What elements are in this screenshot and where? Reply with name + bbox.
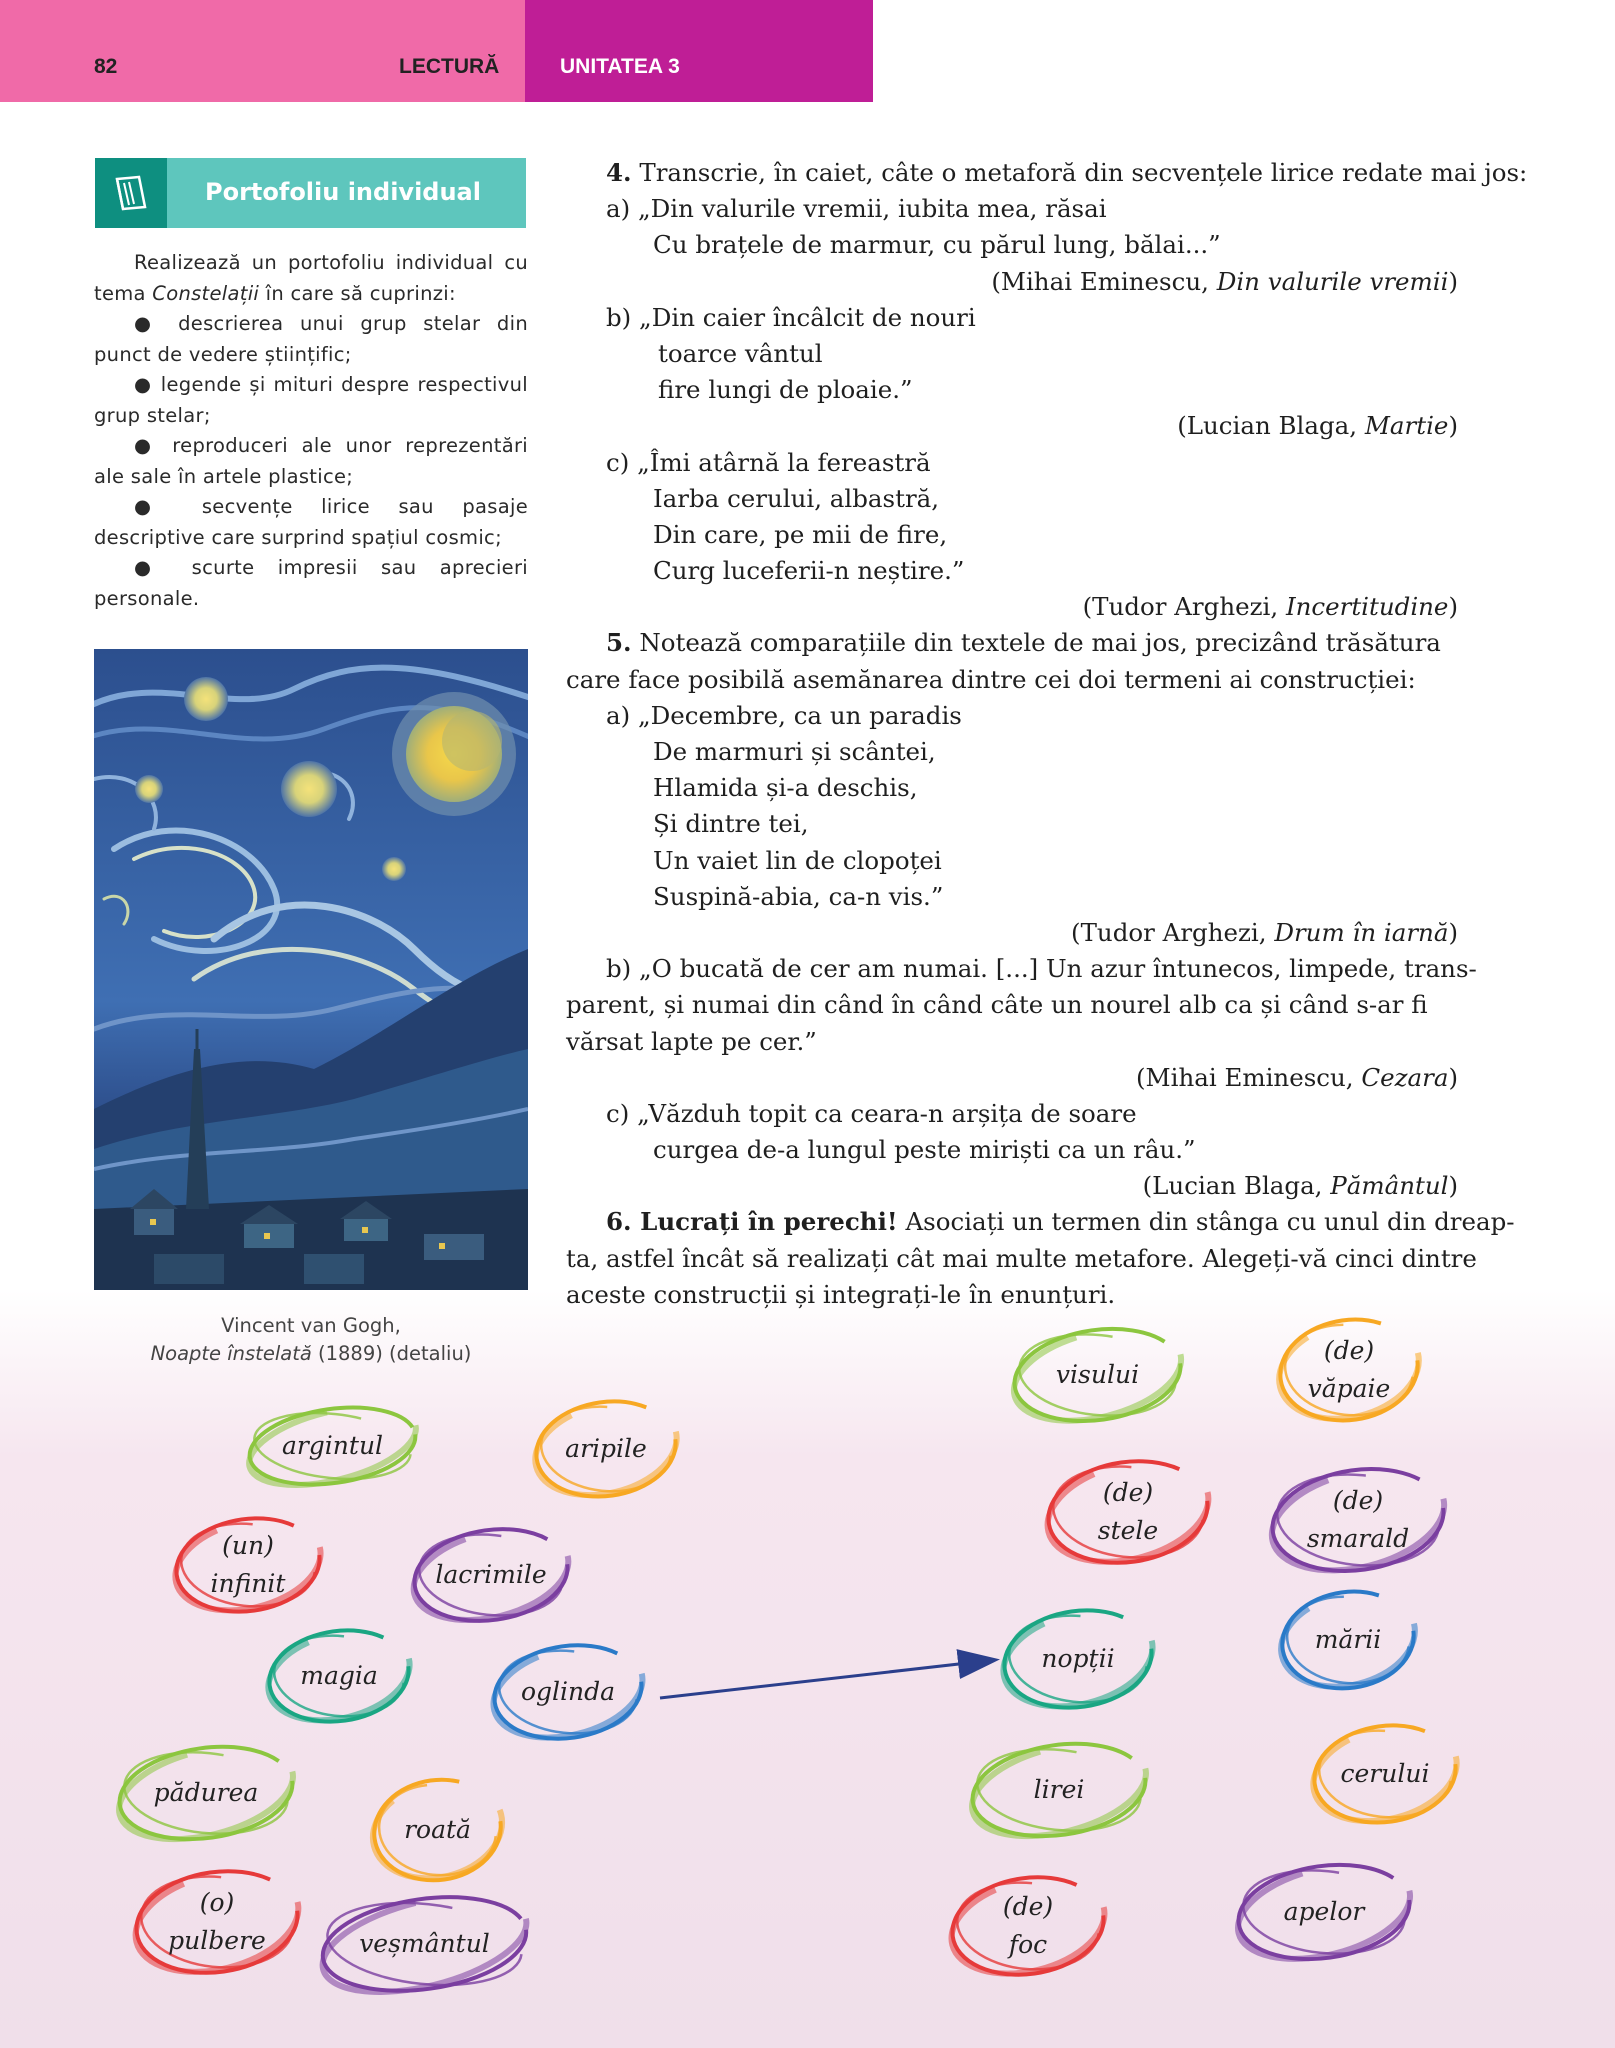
bubble-word-line: oglinda bbox=[520, 1677, 616, 1706]
bubble-word bbox=[948, 1874, 1108, 1978]
exercise-5-prompt: 5. Notează comparațiile din textele de mai jos, precizând trăsătura bbox=[606, 628, 1441, 658]
word-bubble-stele[interactable] bbox=[1044, 1458, 1212, 1566]
verse-line: c) „Îmi atârnă la fereastră bbox=[606, 447, 931, 477]
bubble-word bbox=[1268, 1466, 1448, 1574]
bubble-word-line: mării bbox=[1314, 1625, 1382, 1654]
bubble-word bbox=[265, 1627, 413, 1725]
citation: (Lucian Blaga, Martie) bbox=[1177, 411, 1458, 441]
bubble-word-line: (de) bbox=[1323, 1336, 1375, 1365]
word-bubble-pulbere[interactable] bbox=[132, 1868, 302, 1976]
section-label: LECTURĂ bbox=[399, 55, 500, 78]
exercise-4-prompt: 4. Transcrie, în caiet, câte o metaforă din secvențele lirice redate mai jos: bbox=[606, 158, 1528, 187]
bubble-word bbox=[1278, 1588, 1418, 1692]
bubble-word-line: visului bbox=[1055, 1360, 1140, 1389]
bubble-word bbox=[132, 1868, 302, 1976]
prose-line: vărsat lapte pe cer.” bbox=[566, 1026, 817, 1056]
bubble-word-line: cerului bbox=[1340, 1759, 1430, 1788]
bubble-word-line: argintul bbox=[281, 1431, 384, 1460]
page-number: 82 bbox=[94, 55, 118, 78]
portfolio-bullet: ● legende și mituri despre respectivul grup stelar; bbox=[94, 373, 528, 427]
bubble-word-line: smarald bbox=[1306, 1524, 1410, 1553]
word-bubble-smarald[interactable] bbox=[1268, 1466, 1448, 1574]
verse-line: Hlamida și-a deschis, bbox=[653, 773, 918, 803]
word-bubble-infinit[interactable] bbox=[172, 1515, 324, 1615]
bubble-word-line: aripile bbox=[565, 1434, 647, 1463]
verse-line: Suspină-abia, ca-n vis.” bbox=[653, 881, 944, 911]
portfolio-banner bbox=[95, 158, 526, 228]
bubble-word-line: magia bbox=[300, 1661, 378, 1690]
exercise-6-prompt: 6. Lucrați în perechi! Asociați un termen din stânga cu unul din dreap- bbox=[606, 1207, 1515, 1237]
word-bubble-argintul[interactable] bbox=[245, 1405, 420, 1487]
citation: (Tudor Arghezi, Drum în iarnă) bbox=[1071, 917, 1458, 947]
bubble-word bbox=[490, 1642, 646, 1742]
header-band-left bbox=[0, 0, 525, 102]
verse-line: toarce vântul bbox=[658, 338, 823, 368]
unit-label: UNITATEA 3 bbox=[560, 55, 680, 78]
verse-line: Iarba cerului, albastră, bbox=[653, 483, 940, 513]
portfolio-bullet: ● secvențe lirice sau pasaje descriptive care surprind spațiul cosmic; bbox=[94, 495, 528, 549]
bubble-word-line: văpaie bbox=[1307, 1374, 1391, 1403]
bubble-word-line: veșmântul bbox=[359, 1929, 490, 1958]
bubble-word bbox=[1010, 1326, 1185, 1424]
verse-line: Cu brațele de marmur, cu părul lung, bălai...” bbox=[653, 230, 1221, 260]
portfolio-bullet: ● descrierea unui grup stelar din punct de vedere științific; bbox=[94, 312, 528, 366]
verse-line: Un vaiet lin de clopoței bbox=[653, 845, 942, 875]
word-bubble-cerului[interactable] bbox=[1310, 1722, 1460, 1826]
word-bubble-magia[interactable] bbox=[265, 1627, 413, 1725]
book-icon bbox=[95, 158, 167, 228]
bubble-word-line: infinit bbox=[210, 1569, 286, 1598]
bubble-word-line: pădurea bbox=[153, 1778, 259, 1807]
word-bubble-aripile[interactable] bbox=[532, 1398, 680, 1500]
header-band-right bbox=[525, 0, 873, 102]
exercise-6-prompt-cont: aceste construcții și integrați-le în enunțuri. bbox=[566, 1279, 1116, 1309]
bubble-word bbox=[370, 1776, 505, 1884]
citation: (Mihai Eminescu, Din valurile vremii) bbox=[991, 266, 1458, 296]
citation: (Lucian Blaga, Pământul) bbox=[1142, 1171, 1458, 1201]
bubble-word bbox=[968, 1741, 1150, 1839]
bubble-word-line: pulbere bbox=[168, 1926, 266, 1955]
bubble-word-line: (de) bbox=[1002, 1892, 1054, 1921]
bubble-word-line: (un) bbox=[222, 1531, 274, 1560]
verse-line: b) „Din caier încâlcit de nouri bbox=[606, 302, 976, 332]
bubble-word-line: apelor bbox=[1283, 1897, 1365, 1926]
bubble-word-line: (de) bbox=[1102, 1478, 1154, 1507]
verse-line: a) „Din valurile vremii, iubita mea, răsai bbox=[606, 194, 1107, 224]
bubble-word bbox=[172, 1515, 324, 1615]
verse-line: curgea de-a lungul peste miriști ca un râu.” bbox=[653, 1135, 1196, 1165]
citation: (Tudor Arghezi, Incertitudine) bbox=[1082, 592, 1458, 622]
verse-line: Curg luceferii-n neștire.” bbox=[653, 556, 965, 586]
bubble-word bbox=[532, 1398, 680, 1500]
portfolio-intro: Realizează un portofoliu individual cu tema Constelații în care să cuprinzi: bbox=[94, 251, 528, 305]
word-bubble-roata[interactable] bbox=[370, 1776, 505, 1884]
bubble-word-line: (de) bbox=[1332, 1486, 1384, 1515]
bubble-word bbox=[410, 1526, 572, 1624]
exercise-5-prompt-cont: care face posibilă asemănarea dintre cei doi termeni ai construcției: bbox=[566, 664, 1416, 694]
word-bubble-vapaie[interactable] bbox=[1276, 1316, 1422, 1424]
bubble-word-line: nopții bbox=[1041, 1644, 1115, 1673]
word-bubble-vesmantul[interactable] bbox=[318, 1895, 531, 1993]
bubble-word bbox=[1000, 1607, 1156, 1711]
verse-line: a) „Decembre, ca un paradis bbox=[606, 700, 962, 730]
portfolio-bullet: ● scurte impresii sau aprecieri personale. bbox=[94, 556, 528, 610]
bubble-word bbox=[1310, 1722, 1460, 1826]
bubble-word bbox=[115, 1744, 297, 1842]
bubble-word bbox=[1234, 1862, 1414, 1962]
citation: (Mihai Eminescu, Cezara) bbox=[1135, 1062, 1458, 1092]
word-bubble-lirei[interactable] bbox=[968, 1741, 1150, 1839]
word-bubble-padurea[interactable] bbox=[115, 1744, 297, 1842]
verse-line: c) „Văzduh topit ca ceara-n arșița de soare bbox=[606, 1098, 1137, 1128]
portfolio-text bbox=[94, 248, 528, 614]
word-bubble-visului[interactable] bbox=[1010, 1326, 1185, 1424]
prose-line: b) „O bucată de cer am numai. [...] Un azur întunecos, limpede, trans- bbox=[606, 954, 1477, 984]
bubble-word-line: (o) bbox=[199, 1888, 235, 1917]
word-bubble-lacrimile[interactable] bbox=[410, 1526, 572, 1624]
verse-line: fire lungi de ploaie.” bbox=[658, 375, 913, 405]
portfolio-title: Portofoliu individual bbox=[205, 178, 481, 206]
bubble-word bbox=[318, 1895, 531, 1993]
word-bubble-oglinda[interactable] bbox=[490, 1642, 646, 1742]
word-bubble-marii[interactable] bbox=[1278, 1588, 1418, 1692]
starry-night-painting bbox=[94, 649, 528, 1290]
word-bubble-foc[interactable] bbox=[948, 1874, 1108, 1978]
bubble-word bbox=[245, 1405, 420, 1487]
bubble-word-line: foc bbox=[1008, 1930, 1048, 1959]
verse-line: Și dintre tei, bbox=[653, 809, 809, 839]
word-bubble-apelor[interactable] bbox=[1234, 1862, 1414, 1962]
verse-line: De marmuri și scântei, bbox=[653, 737, 936, 766]
portfolio-bullet: ● reproduceri ale unor reprezentări ale sale în artele plastice; bbox=[94, 434, 528, 488]
word-bubble-noptii[interactable] bbox=[1000, 1607, 1156, 1711]
bubble-word bbox=[1044, 1458, 1212, 1566]
bubble-word bbox=[1276, 1316, 1422, 1424]
exercise-6-prompt-cont: ta, astfel încât să realizați cât mai multe metafore. Alegeți-vă cinci dintre bbox=[566, 1243, 1477, 1273]
painting-caption: Vincent van Gogh, Noapte înstelată (1889) (detaliu) bbox=[150, 1314, 472, 1365]
bubble-word-line: stele bbox=[1097, 1516, 1159, 1545]
verse-line: Din care, pe mii de fire, bbox=[653, 519, 948, 549]
bubble-word-line: roată bbox=[404, 1815, 471, 1844]
prose-line: parent, și numai din când în când câte un nourel alb ca și când s-ar fi bbox=[566, 990, 1428, 1020]
bubble-word-line: lirei bbox=[1033, 1775, 1085, 1804]
exercises-column bbox=[566, 155, 1528, 1313]
bubble-word-line: lacrimile bbox=[435, 1560, 547, 1589]
